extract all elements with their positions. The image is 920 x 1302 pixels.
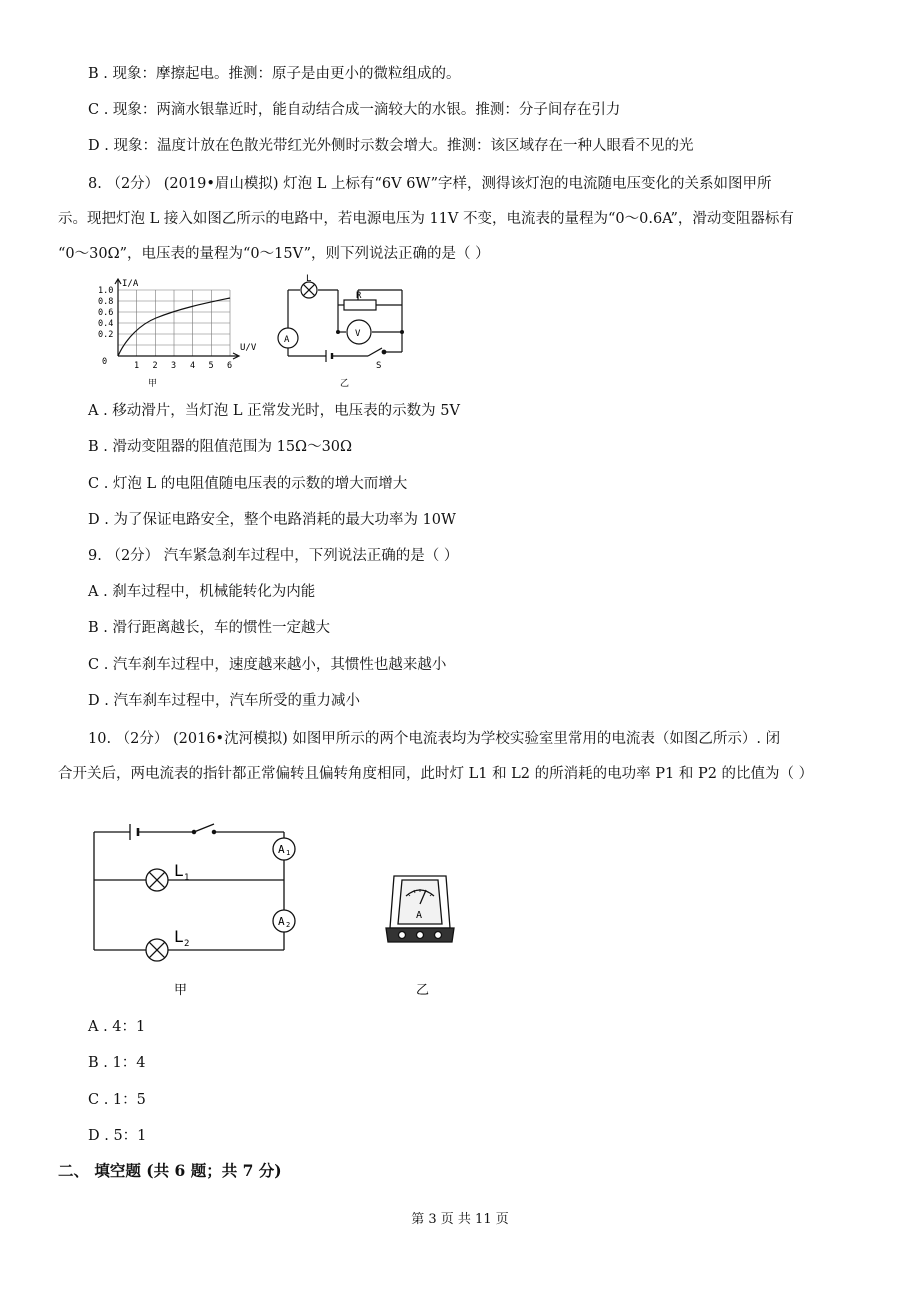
graph-xtick: 2 (152, 361, 158, 371)
q9-option-c: C . 汽车刹车过程中，速度越来越小，其惯性也越来越小 (88, 657, 447, 673)
q7-option-b: B . 现象：摩擦起电。推测：原子是由更小的微粒组成的。 (88, 66, 461, 82)
caption-yi: 乙 (416, 983, 430, 998)
q9-option-a: A . 刹车过程中，机械能转化为内能 (88, 584, 316, 600)
graph-xtick: 4 (190, 361, 196, 371)
q10-circuit-figure (86, 820, 306, 998)
label-A1-sub: 1 (286, 849, 291, 857)
label-A1: A (278, 843, 285, 856)
label-L1-sub: 1 (184, 873, 190, 883)
graph-ytick: 1.0 (98, 286, 114, 296)
label-A2-sub: 2 (286, 921, 291, 929)
q7-option-c: C . 现象：两滴水银靠近时，能自动结合成一滴较大的水银。推测：分子间存在引力 (88, 102, 621, 118)
caption-jia: 甲 (174, 983, 188, 998)
q10-option-c: C . 1：5 (88, 1092, 146, 1108)
graph-ytick: 0.6 (98, 308, 114, 318)
label-L2-sub: 2 (184, 939, 190, 949)
section-2-heading: 二、 填空题 (共 6 题；共 7 分) (58, 1161, 282, 1180)
page-footer: 第 3 页 共 11 页 (411, 1212, 509, 1227)
q7-option-d: D . 现象：温度计放在色散光带红光外侧时示数会增大。推测：该区域存在一种人眼看不见的光 (88, 138, 694, 154)
q10-stem-line1: 10. （2分） (2016•沈河模拟) 如图甲所示的两个电流表均为学校实验室里常用的电流表（如图乙所示）. 闭 (88, 731, 781, 747)
label-L: L (306, 274, 312, 284)
q8-graph-figure (96, 278, 276, 390)
q9-option-d: D . 汽车刹车过程中，汽车所受的重力减小 (88, 693, 360, 709)
graph-ytick: 0 (102, 357, 108, 367)
graph-caption: 甲 (148, 379, 158, 389)
label-S: S (376, 361, 382, 371)
q8-stem-line3: “0～30Ω”，电压表的量程为“0～15V”，则下列说法正确的是（ ） (58, 246, 490, 262)
q8-option-c: C . 灯泡 L 的电阻值随电压表的示数的增大而增大 (88, 476, 408, 492)
graph-xtick: 5 (208, 361, 214, 371)
label-A2: A (278, 915, 285, 928)
q10-option-b: B . 1：4 (88, 1055, 146, 1071)
meter-label: A (416, 910, 423, 921)
label-L1: L (174, 861, 184, 880)
label-A: A (284, 335, 290, 345)
q8-option-b: B . 滑动变阻器的阻值范围为 15Ω～30Ω (88, 439, 353, 455)
q10-option-a: A . 4：1 (88, 1019, 146, 1035)
graph-xlabel: U/V (240, 343, 257, 353)
graph-ytick: 0.8 (98, 297, 114, 307)
q8-circuit-figure (272, 274, 412, 392)
label-V: V (355, 329, 361, 339)
circuit-caption: 乙 (340, 379, 350, 389)
label-L2: L (174, 927, 184, 946)
q8-stem-line2: 示。现把灯泡 L 接入如图乙所示的电路中，若电源电压为 11V 不变，电流表的量程为“0～0.6A”，滑动变阻器标有 (58, 211, 794, 227)
q10-stem-line2: 合开关后，两电流表的指针都正常偏转且偏转角度相同，此时灯 L1 和 L2 的所消耗的电功率 P1 和 P2 的比值为（ ） (58, 766, 814, 782)
q9-stem: 9. （2分） 汽车紧急刹车过程中，下列说法正确的是（ ） (88, 548, 459, 564)
graph-ytick: 0.4 (98, 319, 114, 329)
label-R: R (356, 291, 362, 301)
q10-option-d: D . 5：1 (88, 1128, 147, 1144)
q8-option-d: D . 为了保证电路安全，整个电路消耗的最大功率为 10W (88, 512, 456, 528)
graph-xtick: 6 (227, 361, 233, 371)
q10-ammeter-figure (380, 866, 460, 998)
graph-xtick: 3 (171, 361, 177, 371)
graph-ylabel: I/A (122, 279, 139, 289)
q8-option-a: A . 移动滑片，当灯泡 L 正常发光时，电压表的示数为 5V (88, 403, 460, 419)
graph-xtick: 1 (134, 361, 140, 371)
q8-stem-line1: 8. （2分） (2019•眉山模拟) 灯泡 L 上标有“6V 6W”字样，测得该灯泡的电流随电压变化的关系如图甲所 (88, 176, 772, 192)
q9-option-b: B . 滑行距离越长，车的惯性一定越大 (88, 620, 330, 636)
graph-ytick: 0.2 (98, 330, 114, 340)
